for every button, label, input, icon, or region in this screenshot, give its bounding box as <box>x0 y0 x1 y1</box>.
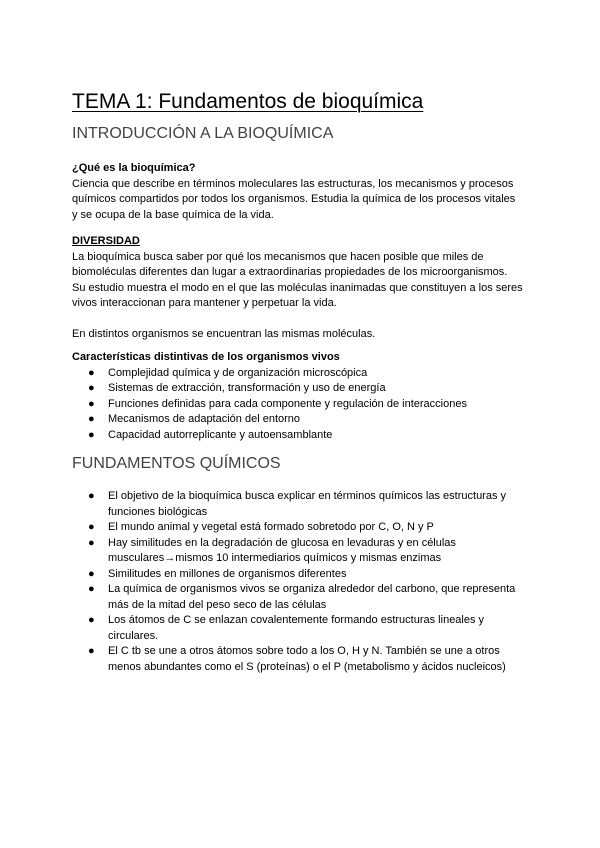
list-item: ● Los átomos de C se enlazan covalentemente formando estructuras lineales y circulares. <box>88 614 485 642</box>
intro-definition-line: Ciencia que describe en términos moleculares las estructuras, los mecanismos y procesos <box>72 177 514 190</box>
list-item: ● El mundo animal y vegetal está formado sobretodo por C, O, N y P <box>72 520 532 536</box>
diversidad-line: vivos interaccionan para mantener y perpetuar la vida. <box>72 297 337 309</box>
bullet-icon: ● <box>88 614 95 626</box>
diversidad-line: Su estudio muestra el modo en el que las moléculas inanimadas que constituyen a los seres <box>72 281 523 294</box>
list-item: ● El objetivo de la bioquímica busca explicar en términos químicos las estructuras y funciones biológicas <box>88 490 507 518</box>
fundamentos-block <box>72 489 532 675</box>
intro-definition-line: y se ocupa de la base química de la vida. <box>72 208 274 221</box>
diversidad-block <box>72 234 532 343</box>
diversidad-paragraph2: En distintos organismos se encuentran las mismas moléculas. <box>72 328 376 340</box>
caracteristicas-heading: Características distintivas de los organismos vivos <box>72 351 340 363</box>
list-item: ● Sistemas de extracción, transformación y uso de energía <box>72 381 532 397</box>
diversidad-heading: DIVERSIDAD <box>72 235 140 247</box>
diversidad-line: biomoléculas diferentes dan lugar a extraordinarias propiedades de los microorganismos. <box>72 266 508 278</box>
bullet-icon: ● <box>88 490 95 502</box>
fundamentos-list <box>72 489 532 675</box>
bullet-icon: ● <box>88 645 95 657</box>
intro-question: ¿Qué es la bioquímica? <box>72 162 196 174</box>
list-item: ● Mecanismos de adaptación del entorno <box>72 412 532 428</box>
list-item: ● Capacidad autorreplicante y autoensamblante <box>72 428 532 444</box>
bullet-icon: ● <box>88 366 95 379</box>
diversidad-line: La bioquímica busca saber por qué los mecanismos que hacen posible que miles de <box>72 250 484 263</box>
caracteristicas-list <box>72 366 532 444</box>
intro-block <box>72 161 532 223</box>
bullet-icon: ● <box>88 413 95 425</box>
bullet-icon: ● <box>88 382 95 394</box>
intro-definition-line: químicos compartidos por todos los organismos. Estudia la química de los procesos vitales <box>72 193 516 205</box>
list-item: ● Hay similitudes en la degradación de glucosa en levaduras y en células musculares→mismos 10 intermediarios químicos y mismas enzimas <box>88 536 456 564</box>
bullet-icon: ● <box>88 583 95 595</box>
caracteristicas-block <box>72 350 532 443</box>
list-item: ● El C tb se une a otros átomos sobre todo a los O, H y N. También se une a otros menos abundantes como el S (proteínas) o el P (metabolismo y ácidos nucleicos) <box>88 645 506 673</box>
bullet-icon: ● <box>88 536 95 549</box>
bullet-icon: ● <box>88 428 95 441</box>
intro-heading: INTRODUCCIÓN A LA BIOQUÍMICA <box>72 125 334 142</box>
list-item: ● Complejidad química y de organización microscópica <box>72 366 532 382</box>
list-item: ● Similitudes en millones de organismos diferentes <box>72 567 532 583</box>
page-title: TEMA 1: Fundamentos de bioquímica <box>72 90 424 113</box>
list-item: ● La química de organismos vivos se organiza alrededor del carbono, que representa más de la mitad del peso seco de las células <box>88 583 516 611</box>
bullet-icon: ● <box>88 567 95 580</box>
list-item: ● Funciones definidas para cada componente y regulación de interacciones <box>72 397 532 413</box>
bullet-icon: ● <box>88 397 95 410</box>
bullet-icon: ● <box>88 521 95 533</box>
fundamentos-heading: FUNDAMENTOS QUÍMICOS <box>72 455 281 472</box>
